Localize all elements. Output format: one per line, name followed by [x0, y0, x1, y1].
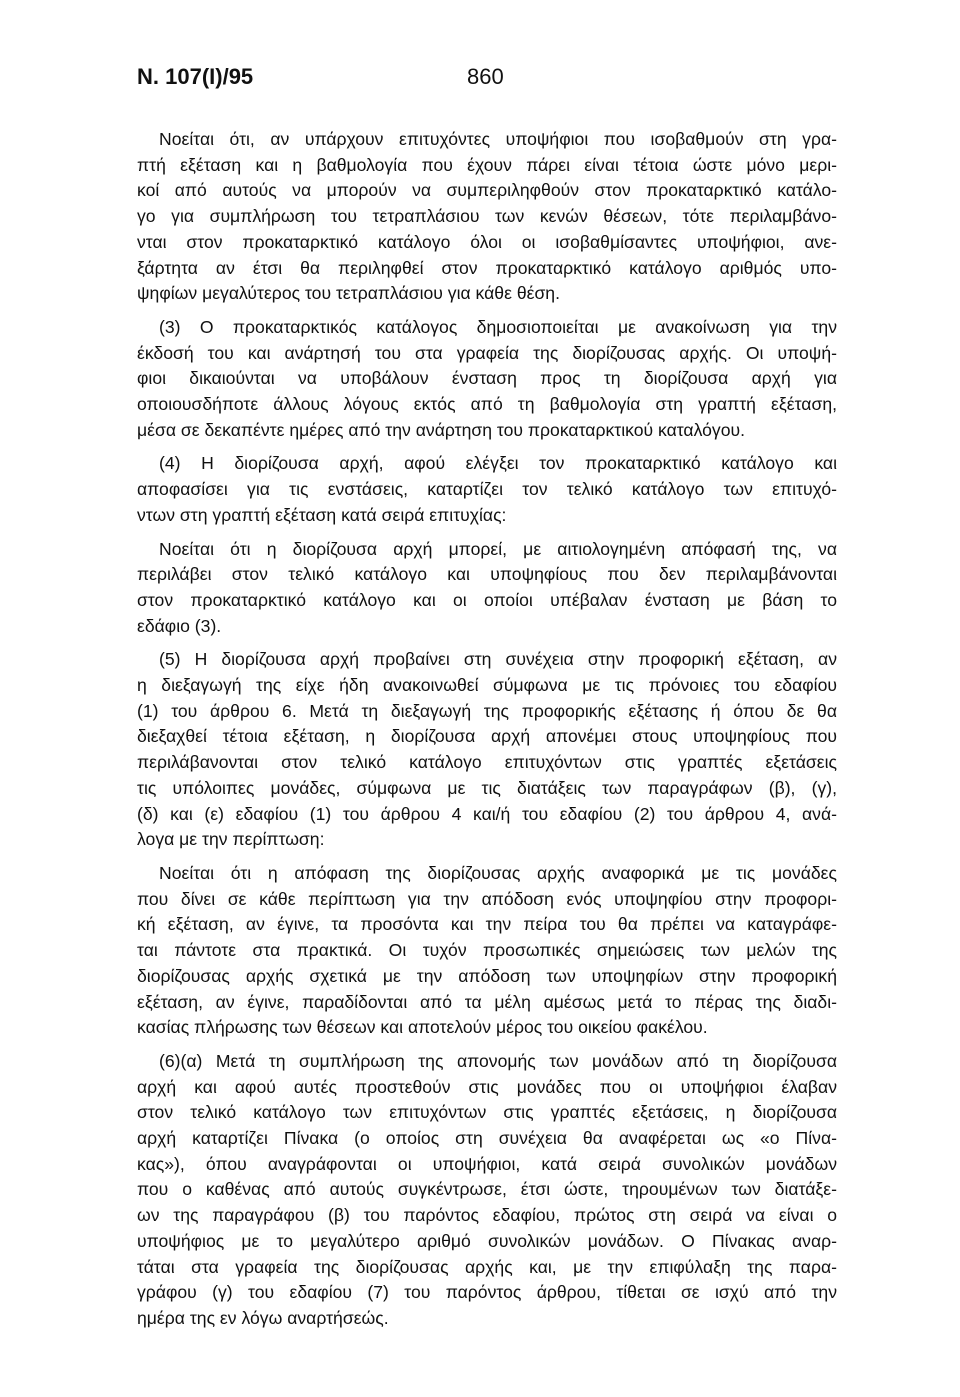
- paragraph: [137, 861, 837, 1041]
- text-line: αρχή καταρτίζει Πίνακα (ο οποίος στη συνέχεια θα αναφέρεται ως «ο Πίνα-: [137, 1128, 837, 1149]
- text-line: (3) Ο προκαταρκτικός κατάλογος δημοσιοποιείται με ανακοίνωση για την: [159, 316, 837, 337]
- text-line: τάται στα γραφεία της διορίζουσας αρχής και, με την επιφύλαξη της παρα-: [137, 1256, 837, 1277]
- text-line: νται στον προκαταρκτικό κατάλογο όλοι οι ισοβαθμίσαντες υποψήφιοι, ανε-: [137, 231, 837, 252]
- document-body: [137, 127, 837, 1340]
- paragraph: [137, 647, 837, 853]
- page-header: [137, 64, 823, 100]
- text-line: αρχή και αφού αυτές προστεθούν στις μονάδες που οι υποψήφιοι έλαβαν: [137, 1076, 837, 1097]
- text-line: περιλάβανονται στον τελικό κατάλογο επιτυχόντων στις γραπτές εξετάσεις: [137, 752, 837, 773]
- text-line: ων της παραγράφου (β) του παρόντος εδαφίου, πρώτος στη σειρά να είναι ο: [137, 1205, 837, 1226]
- text-line: στον προκαταρκτικό κατάλογο και οι οποίοι υπέβαλαν ένσταση με βάση το: [137, 589, 837, 610]
- text-line: έκδοσή του και ανάρτησή του στα γραφεία της διορίζουσας αρχής. Οι υποψή-: [137, 342, 837, 363]
- text-line: ημέρα της εν λόγω αναρτήσεώς.: [137, 1307, 389, 1328]
- text-line: κας»), όπου αναγράφονται οι υποψήφιοι, κατά σειρά συνολικών μονάδων: [137, 1153, 837, 1174]
- text-line: που ο καθένας από αυτούς συγκέντρωσε, έτσι ώστε, τηρουμένων των διατάξε-: [137, 1179, 837, 1200]
- text-line: μέσα σε δεκαπέντε ημέρες από την ανάρτηση του προκαταρκτικού καταλόγου.: [137, 419, 746, 440]
- text-line: τις υπόλοιπες μονάδες, σύμφωνα με τις διατάξεις των παραγράφων (β), (γ),: [137, 777, 837, 798]
- text-line: ξάρτητα αν έτσι θα περιληφθεί στον προκαταρκτικό κατάλογο αριθμός υπο-: [137, 257, 837, 278]
- text-line: στον τελικό κατάλογο των επιτυχόντων στις γραπτές εξετάσεις, η διορίζουσα: [137, 1102, 837, 1123]
- text-line: οποιουσδήποτε άλλους λόγους εκτός από τη βαθμολογία στη γραπτή εξέταση,: [137, 394, 837, 415]
- text-line: κή εξέταση, αν έγινε, τα προσόντα και την πείρα του θα πρέπει να καταγράφε-: [137, 914, 837, 935]
- text-line: ψηφίων μεγαλύτερος του τετραπλάσιου για κάθε θέση.: [137, 283, 560, 304]
- text-line: περιλάβει στον τελικό κατάλογο και υποψηφίους που δεν περιλαμβάνονται: [137, 564, 837, 585]
- text-line: που δίνει σε κάθε περίπτωση για την απόδοση ενός υποψηφίου στην προφορι-: [137, 888, 837, 909]
- text-line: υποψήφιος με το μεγαλύτερο αριθμό συνολικών μονάδων. Ο Πίνακας αναρ-: [137, 1230, 837, 1251]
- text-line: διορίζουσας αρχής σχετικά με την απόδοση των υποψηφίων στην προφορική: [137, 965, 837, 986]
- page-number: 860: [467, 64, 504, 89]
- paragraph: [137, 127, 837, 307]
- text-line: διεξαχθεί τέτοια εξέταση, η διορίζουσα αρχή απονέμει στους υποψηφίους που: [137, 726, 837, 747]
- text-line: αποφασίσει για τις ενστάσεις, καταρτίζει τον τελικό κατάλογο των επιτυχό-: [137, 479, 837, 500]
- text-line: γράφου (γ) του εδαφίου (7) του παρόντος άρθρου, τίθεται σε ισχύ από την: [137, 1282, 837, 1303]
- text-line: (4) Η διορίζουσα αρχή, αφού ελέγξει τον προκαταρκτικό κατάλογο και: [159, 453, 837, 474]
- text-line: εξέταση, αν έγινε, παραδίδονται από τα μέλη αμέσως μετά το πέρας της διαδι-: [137, 991, 837, 1012]
- text-line: πτή εξέταση και η βαθμολογία που έχουν πάρει είναι τέτοια ώστε μόνο μερι-: [137, 154, 837, 175]
- text-line: ντων στη γραπτή εξέταση κατά σειρά επιτυχίας:: [137, 504, 507, 525]
- text-line: λογα με την περίπτωση:: [137, 829, 325, 850]
- text-line: Νοείται ότι η απόφαση της διορίζουσας αρχής αναφορικά με τις μονάδες: [159, 862, 837, 883]
- text-line: φιοι δικαιούνται να υποβάλουν ένσταση προς τη διορίζουσα αρχή για: [137, 368, 837, 389]
- text-line: κοί από αυτούς να μπορούν να συμπεριληφθούν στον προκαταρκτικό κατάλο-: [137, 180, 837, 201]
- paragraph: [137, 537, 837, 640]
- text-line: (5) Η διορίζουσα αρχή προβαίνει στη συνέχεια στην προφορική εξέταση, αν: [159, 649, 837, 670]
- law-number: Ν. 107(Ι)/95: [137, 64, 254, 89]
- text-line: Νοείται ότι η διορίζουσα αρχή μπορεί, με αιτιολογημένη απόφασή της, να: [159, 538, 837, 559]
- text-line: κασίας πλήρωσης των θέσεων και αποτελούν μέρος του οικείου φακέλου.: [137, 1017, 708, 1038]
- paragraph: [137, 1049, 837, 1332]
- text-line: Νοείται ότι, αν υπάρχουν επιτυχόντες υποψήφιοι που ισοβαθμούν στη γρα-: [159, 129, 837, 149]
- paragraph: [137, 315, 837, 444]
- text-line: η διεξαγωγή της είχε ήδη ανακοινωθεί σύμφωνα με τις πρόνοιες του εδαφίου: [137, 675, 837, 696]
- paragraph: [137, 451, 837, 528]
- text-line: (1) του άρθρου 6. Μετά τη διεξαγωγή της προφορικής εξέτασης ή όπου δε θα: [137, 700, 837, 721]
- text-line: (6)(α) Μετά τη συμπλήρωση της απονομής των μονάδων από τη διορίζουσα: [159, 1050, 837, 1071]
- text-line: γο για συμπλήρωση του τετραπλάσιου των κενών θέσεων, τότε περιλαμβάνο-: [137, 206, 837, 227]
- text-line: ται πάντοτε στα πρακτικά. Οι τυχόν προσωπικές σημειώσεις των μελών της: [137, 940, 837, 961]
- text-line: εδάφιο (3).: [137, 615, 222, 636]
- text-line: (δ) και (ε) εδαφίου (1) του άρθρου 4 και/ή του εδαφίου (2) του άρθρου 4, ανά-: [137, 803, 837, 824]
